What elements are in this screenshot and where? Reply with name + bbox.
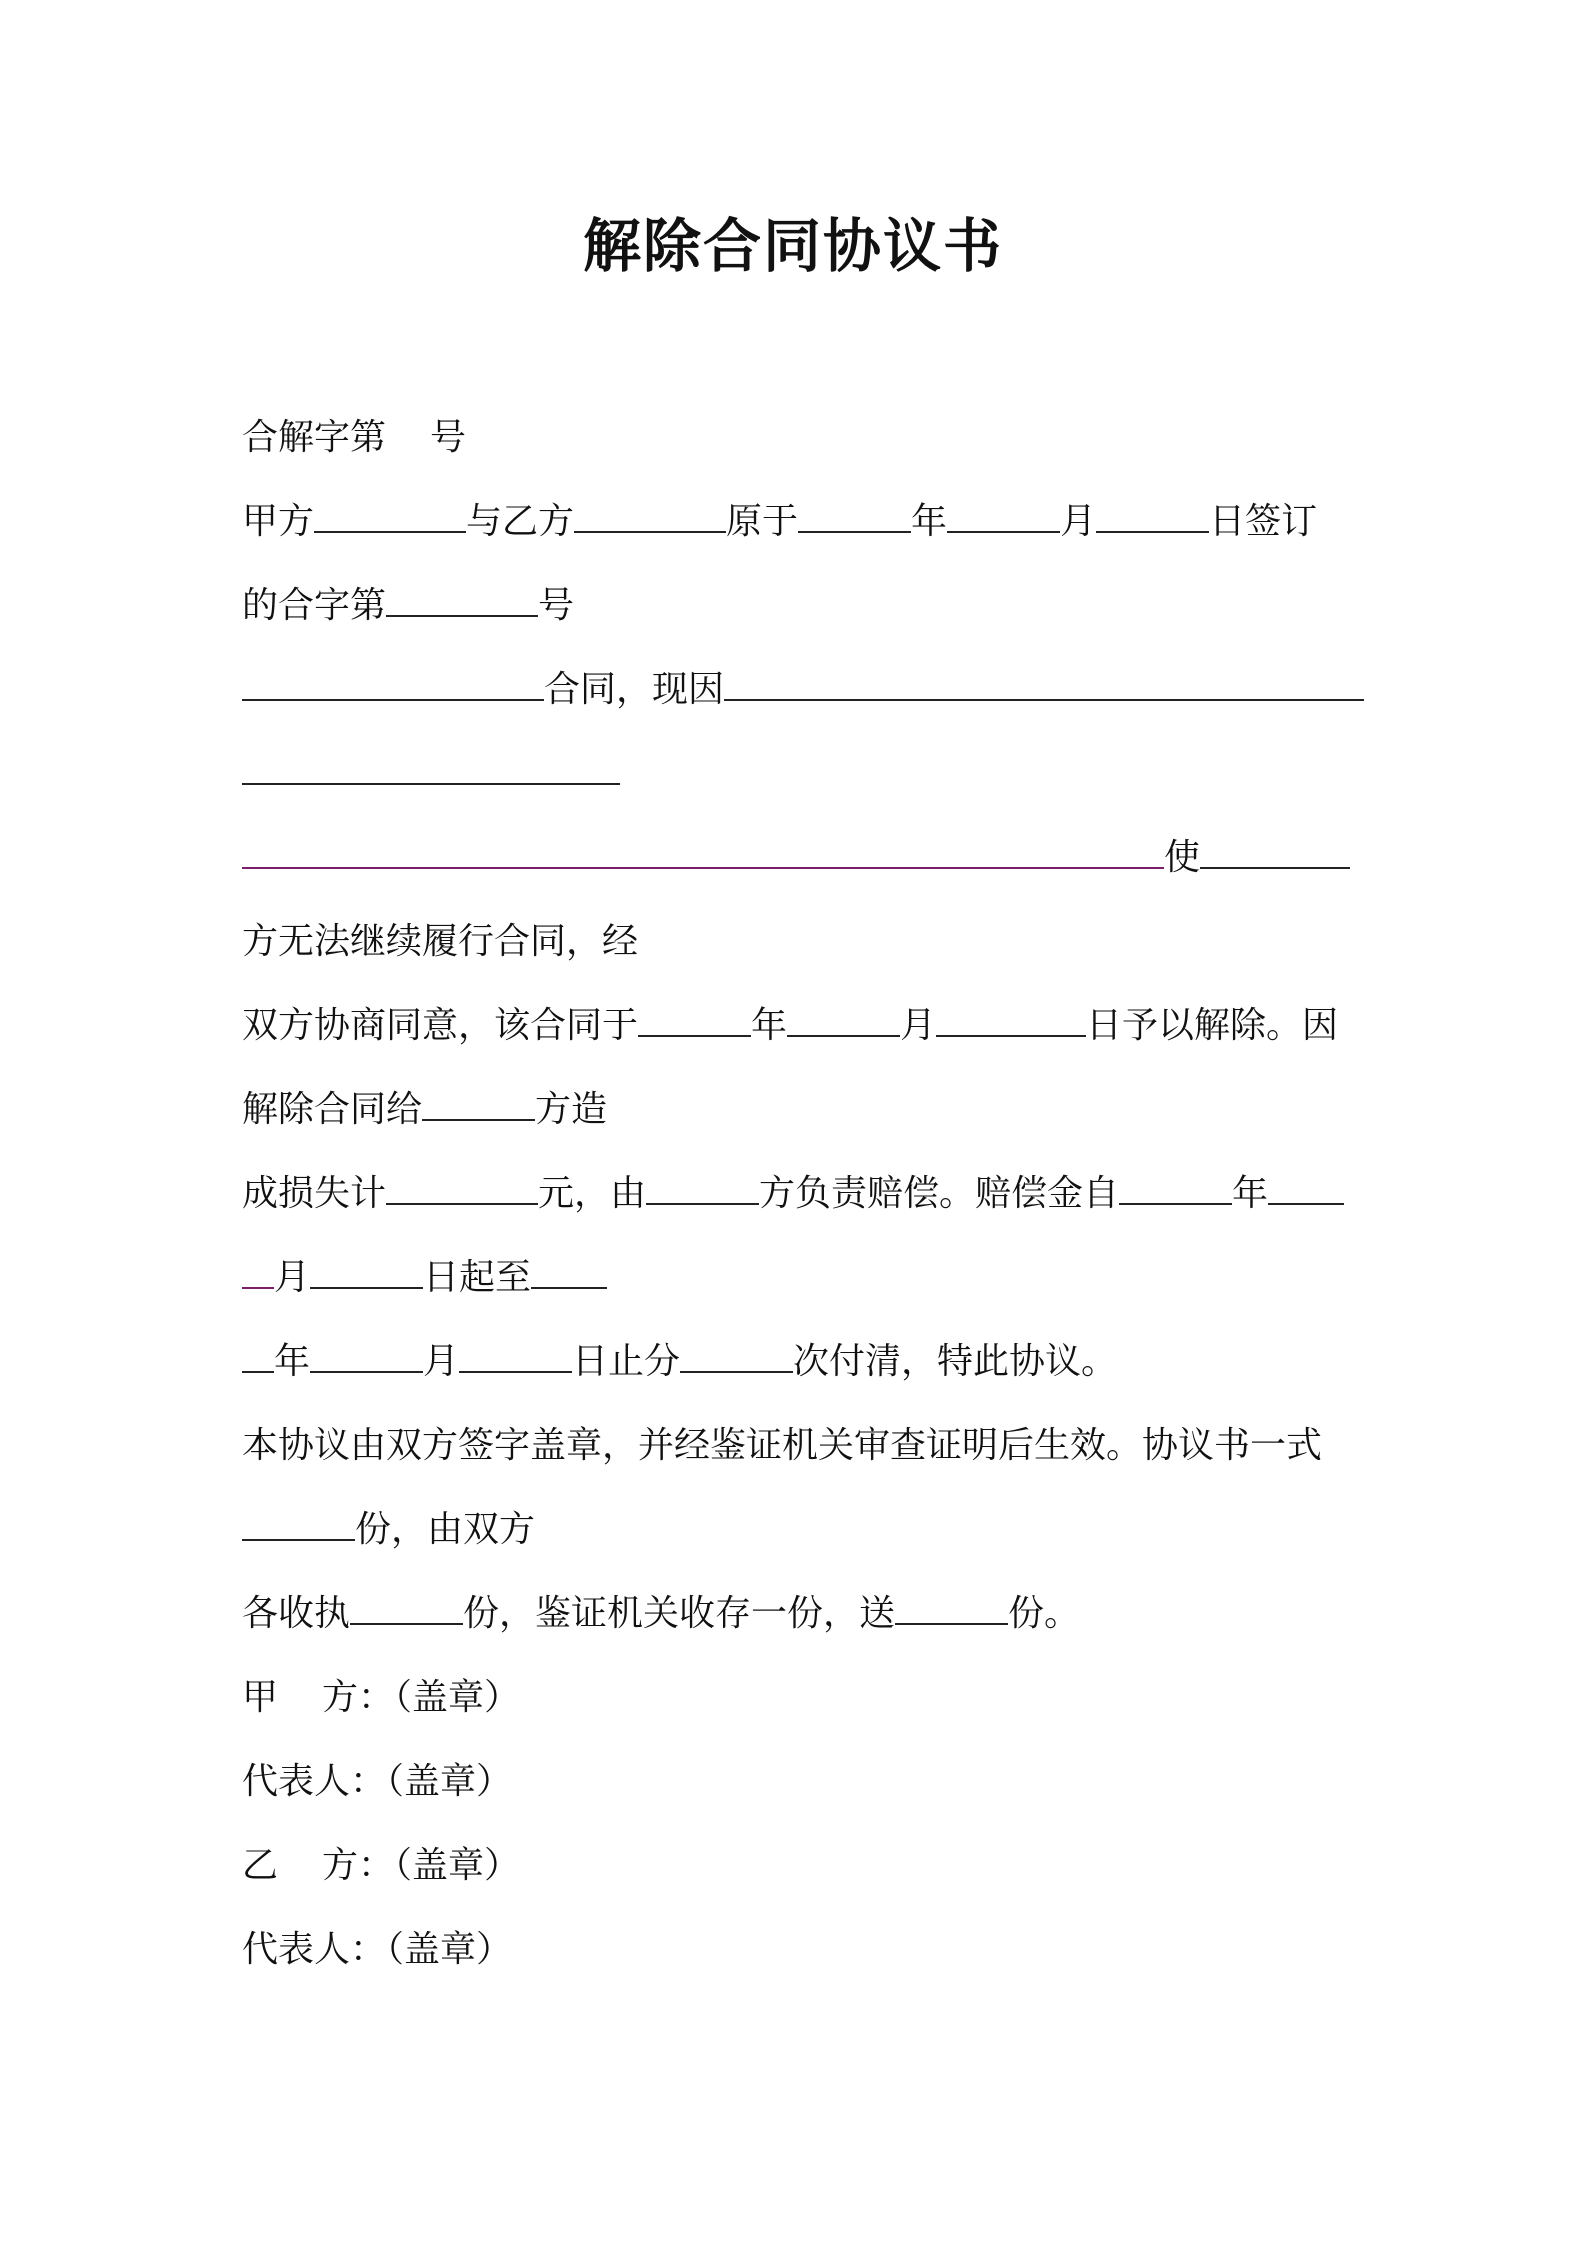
text-segment: 日予以解除。因: [1086, 1005, 1339, 1046]
compensation-line: [242, 1164, 1344, 1224]
reason-blank[interactable]: [724, 665, 1364, 701]
termination-month-blank[interactable]: [787, 1001, 900, 1037]
text-segment: 年: [1232, 1173, 1269, 1214]
text-segment: 方造: [535, 1089, 608, 1130]
reason-line: [242, 660, 1364, 720]
text-segment: 份，由双方: [355, 1509, 536, 1550]
text-segment: 号: [538, 585, 575, 626]
text-segment: 使: [1164, 837, 1201, 878]
start-month-blank-continued[interactable]: [242, 1253, 274, 1289]
start-month-blank[interactable]: [1268, 1169, 1344, 1205]
effectiveness-line: [242, 1416, 1322, 1476]
text-segment: 月: [1060, 501, 1097, 542]
termination-year-blank[interactable]: [638, 1001, 751, 1037]
party-b-signature: [242, 1836, 520, 1896]
contract-number-line: [242, 408, 466, 468]
text-segment: 与乙方: [466, 501, 575, 542]
text-segment: 各收执: [242, 1593, 351, 1634]
text-segment: 方：（盖章）: [322, 1677, 521, 1718]
each-copies-blank[interactable]: [350, 1589, 463, 1625]
party-b-representative: [242, 1920, 512, 1980]
responsible-party-blank[interactable]: [646, 1169, 759, 1205]
text-segment: 日止分: [572, 1341, 681, 1382]
document-title: 解除合同协议书: [582, 212, 1003, 280]
text-segment: 方负责赔偿。赔偿金自: [759, 1173, 1120, 1214]
total-copies-blank[interactable]: [242, 1505, 355, 1541]
parties-line: [242, 492, 1317, 552]
end-day-blank[interactable]: [459, 1337, 572, 1373]
text-segment: 号: [430, 417, 467, 458]
day-blank[interactable]: [1096, 497, 1209, 533]
party-b-blank[interactable]: [574, 497, 726, 533]
month-blank[interactable]: [947, 497, 1060, 533]
start-year-blank[interactable]: [1119, 1169, 1232, 1205]
end-year-blank-continued[interactable]: [242, 1337, 274, 1373]
party-a-representative: [242, 1752, 512, 1812]
text-segment: 代表人：（盖章）: [242, 1929, 513, 1970]
text-segment: 日签订: [1209, 501, 1318, 542]
unable-perform-line: [242, 912, 638, 972]
copies-line: [242, 1500, 535, 1560]
cause-line: [242, 828, 1350, 888]
text-segment: 次付清，特此协议。: [793, 1341, 1118, 1382]
text-segment: 方无法继续履行合同，经: [242, 921, 639, 962]
text-segment: 方：（盖章）: [322, 1845, 521, 1886]
reason-continued-line: [242, 744, 620, 804]
end-month-blank[interactable]: [310, 1337, 423, 1373]
text-segment: 年: [274, 1341, 311, 1382]
contract-ref-line: [242, 576, 574, 636]
year-blank[interactable]: [798, 497, 911, 533]
reason-blank-continued[interactable]: [242, 749, 620, 785]
text-segment: 合解字第: [242, 417, 387, 458]
termination-day-blank[interactable]: [936, 1001, 1086, 1037]
text-segment: 代表人：（盖章）: [242, 1761, 513, 1802]
affected-party-blank[interactable]: [422, 1085, 535, 1121]
party-a-blank[interactable]: [314, 497, 466, 533]
start-day-blank[interactable]: [310, 1253, 423, 1289]
text-segment: 年: [751, 1005, 788, 1046]
text-segment: 份，鉴证机关收存一份，送: [463, 1593, 896, 1634]
text-segment: 甲: [242, 1677, 279, 1718]
termination-date-line: [242, 996, 1338, 1056]
text-segment: 月: [423, 1341, 460, 1382]
party-blank[interactable]: [1200, 833, 1350, 869]
text-segment: 份。: [1008, 1593, 1081, 1634]
text-segment: 月: [900, 1005, 937, 1046]
payment-period-line: [242, 1248, 607, 1308]
loss-amount-blank[interactable]: [386, 1169, 538, 1205]
text-segment: 本协议由双方签字盖章，并经鉴证机关审查证明后生效。协议书一式: [242, 1425, 1323, 1466]
text-segment: 的合字第: [242, 585, 387, 626]
text-segment: 日起至: [423, 1257, 532, 1298]
text-segment: 解除合同给: [242, 1089, 423, 1130]
copies-distribution-line: [242, 1584, 1080, 1644]
text-segment: 年: [911, 501, 948, 542]
loss-party-line: [242, 1080, 607, 1140]
text-segment: 原于: [726, 501, 799, 542]
text-segment: 双方协商同意，该合同于: [242, 1005, 639, 1046]
installment-line: [242, 1332, 1117, 1392]
cause-blank[interactable]: [242, 833, 1164, 869]
text-segment: 月: [274, 1257, 311, 1298]
text-segment: 成损失计: [242, 1173, 387, 1214]
text-segment: 甲方: [242, 501, 315, 542]
text-segment: 乙: [242, 1845, 279, 1886]
contract-name-blank[interactable]: [242, 665, 544, 701]
contract-ref-blank[interactable]: [386, 581, 538, 617]
party-a-signature: [242, 1668, 520, 1728]
text-segment: 元，由: [538, 1173, 647, 1214]
end-year-blank[interactable]: [531, 1253, 607, 1289]
installments-blank[interactable]: [680, 1337, 793, 1373]
text-segment: 合同，现因: [544, 669, 725, 710]
sent-copies-blank[interactable]: [895, 1589, 1008, 1625]
